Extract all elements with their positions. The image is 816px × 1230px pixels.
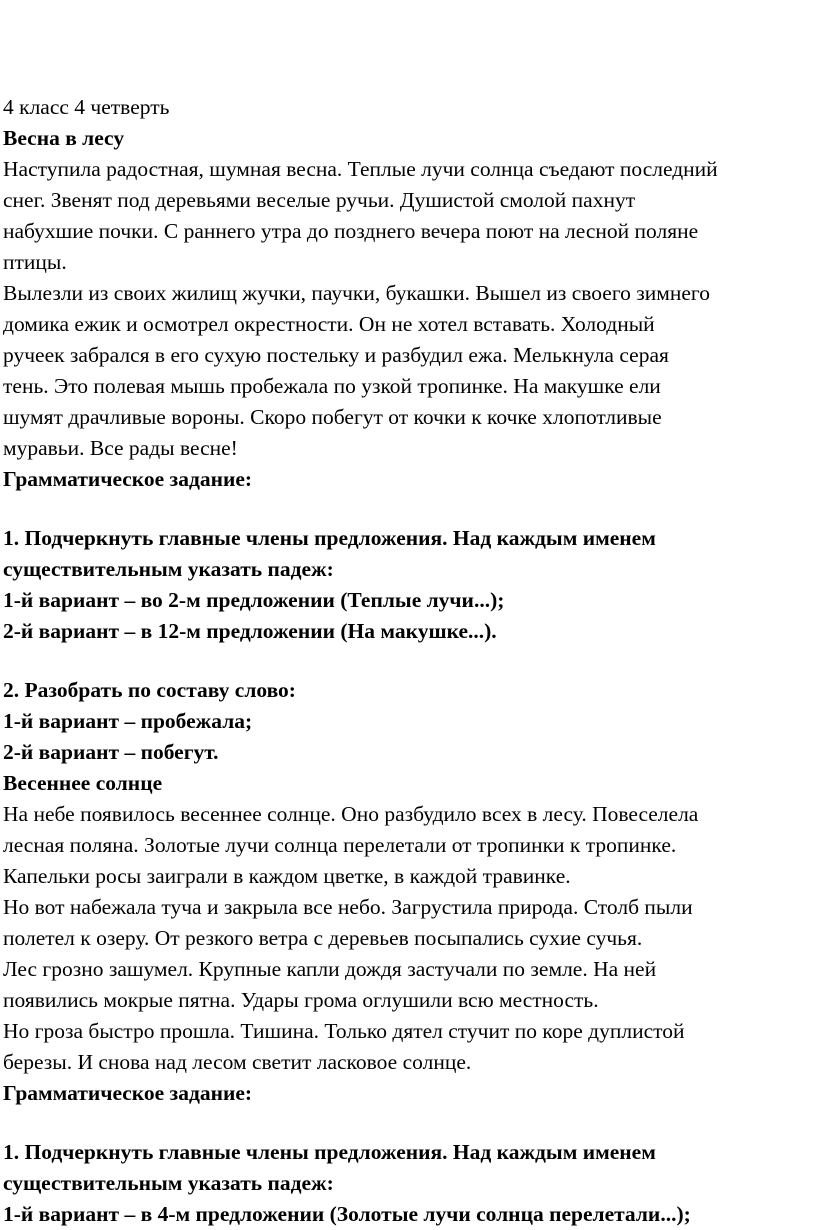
text2-line: Но вот набежала туча и закрыла все небо. Загрустила природа. Столб пыли: [3, 895, 693, 919]
grammar-heading: Грамматическое задание:: [3, 467, 253, 491]
task-line: 1-й вариант – в 4-м предложении (Золотые лучи солнца перелетали...);: [3, 1202, 691, 1226]
task-line: 1-й вариант – во 2-м предложении (Теплые лучи...);: [3, 588, 505, 612]
text1-line: птицы.: [3, 250, 67, 274]
text1-line: набухшие почки. С раннего утра до позднего вечера поют на лесной поляне: [3, 219, 699, 243]
task-line: 1. Подчеркнуть главные члены предложения. Над каждым именем: [3, 1140, 656, 1164]
spacer: [3, 647, 816, 675]
task-line: 2-й вариант – в 12-м предложении (На макушке...).: [3, 619, 497, 643]
text1-title: Весна в лесу: [3, 126, 125, 150]
task-line: 1-й вариант – пробежала;: [3, 709, 253, 733]
spacer: [3, 1109, 816, 1137]
text2-line: березы. И снова над лесом светит ласковое солнце.: [3, 1050, 472, 1074]
text1-line: Наступила радостная, шумная весна. Теплые лучи солнца съедают последний: [3, 157, 718, 181]
text1-line: муравьи. Все рады весне!: [3, 436, 238, 460]
text1-line: ручеек забрался в его сухую постельку и разбудил ежа. Мелькнула серая: [3, 343, 669, 367]
text2-line: На небе появилось весеннее солнце. Оно разбудило всех в лесу. Повеселела: [3, 802, 699, 826]
class-label: 4 класс 4 четверть: [3, 95, 170, 119]
text2-line: Лес грозно зашумел. Крупные капли дождя застучали по земле. На ней: [3, 957, 657, 981]
text2-line: лесная поляна. Золотые лучи солнца перелетали от тропинки к тропинке.: [3, 833, 677, 857]
text1-line: Вылезли из своих жилищ жучки, паучки, букашки. Вышел из своего зимнего: [3, 281, 710, 305]
task-line: 1. Подчеркнуть главные члены предложения. Над каждым именем: [3, 526, 656, 550]
task-line: существительным указать падеж:: [3, 557, 334, 581]
text2-line: появились мокрые пятна. Удары грома оглушили всю местность.: [3, 988, 599, 1012]
text1-line: домика ежик и осмотрел окрестности. Он не хотел вставать. Холодный: [3, 312, 655, 336]
task-line: существительным указать падеж:: [3, 1171, 334, 1195]
text2-title: Весеннее солнце: [3, 771, 163, 795]
text1-line: снег. Звенят под деревьями веселые ручьи. Душистой смолой пахнут: [3, 188, 636, 212]
task-line: 2. Разобрать по составу слово:: [3, 678, 296, 702]
text2-line: полетел к озеру. От резкого ветра с деревьев посыпались сухие сучья.: [3, 926, 643, 950]
text1-line: шумят драчливые вороны. Скоро побегут от кочки к кочке хлопотливые: [3, 405, 662, 429]
text2-line: Капельки росы заиграли в каждом цветке, в каждой травинке.: [3, 864, 571, 888]
task-line: 2-й вариант – побегут.: [3, 740, 219, 764]
text2-line: Но гроза быстро прошла. Тишина. Только дятел стучит по коре дуплистой: [3, 1019, 685, 1043]
text1-line: тень. Это полевая мышь пробежала по узкой тропинке. На макушке ели: [3, 374, 661, 398]
grammar-heading: Грамматическое задание:: [3, 1081, 253, 1105]
spacer: [3, 495, 816, 523]
